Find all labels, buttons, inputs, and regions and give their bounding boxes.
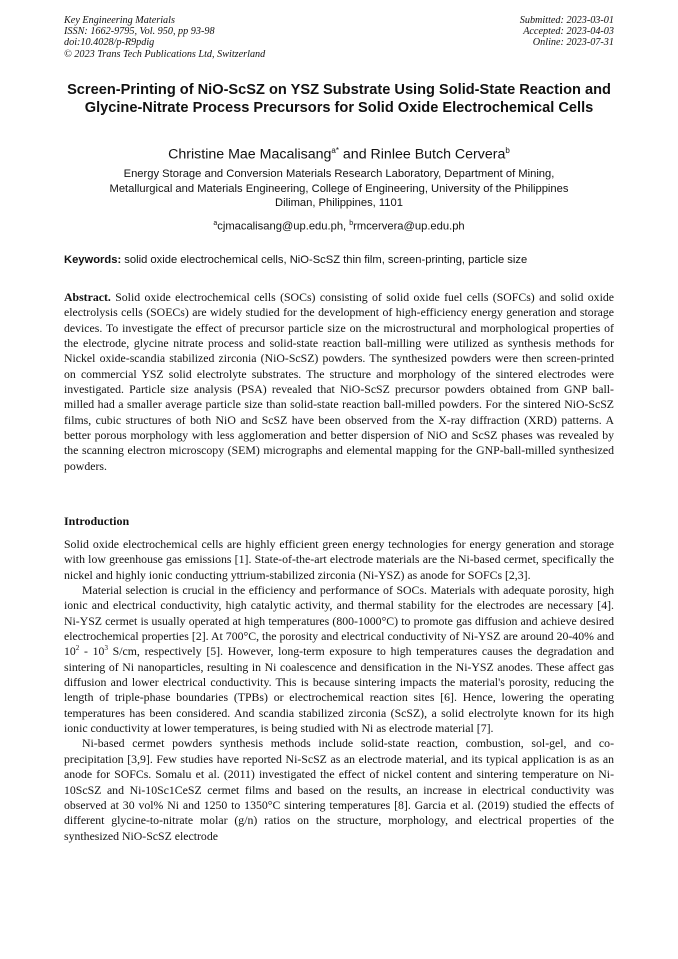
paragraph-text: - 10 — [79, 644, 105, 659]
keywords-label: Keywords: — [64, 254, 122, 266]
affiliation-line: Energy Storage and Conversion Materials Research Laboratory, Department of Mining, — [123, 168, 555, 180]
keywords — [64, 253, 614, 267]
email-link[interactable]: rmcervera@up.edu.ph — [353, 220, 465, 233]
submission-dates — [520, 15, 614, 49]
author-superscript: b — [505, 146, 510, 155]
paragraph: Ni-based cermet powders synthesis methods include solid-state reaction, combustion, sol-gel, and co-precipitation [3,9]. Few studies have reported Ni-ScSZ as an electrode material, and its typical application is as an anode for SOFCs. Somalu et al. (2011) investigated the effect of nickel content and sintering temperature on Ni-10ScSZ and Ni-10Sc1CeSZ cermet films and based on the results, an increase in electrical conductivity was observed at 30 vol% Ni and 1250 to 1350°C sintering temperatures [8]. Garcia et al. (2019) studied the effects of different glycine-to-nitrate molar (g/n) ratios on the structure, morphology, and electrical properties of the synthesized NiO-ScSZ electrode — [64, 736, 614, 843]
introduction-body — [64, 537, 614, 844]
journal-copyright: © 2023 Trans Tech Publications Ltd, Switzerland — [64, 48, 266, 60]
online-date: Online: 2023-07-31 — [532, 37, 614, 49]
affiliation — [64, 167, 614, 211]
author-name: Rinlee Butch Cervera — [370, 146, 506, 163]
journal-issn: ISSN: 1662-9795, Vol. 950, pp 93-98 — [64, 26, 215, 38]
journal-info — [64, 15, 265, 60]
keywords-text: solid oxide electrochemical cells, NiO-ScSZ thin film, screen-printing, particle size — [121, 254, 528, 266]
paper-title: Screen-Printing of NiO-ScSZ on YSZ Substrate Using Solid-State Reaction and Glycine-Nitrate Process Precursors for Solid Oxide Electrochemical Cells — [67, 82, 611, 116]
submitted-date: Submitted: 2023-03-01 — [519, 15, 614, 26]
abstract-label: Abstract. — [64, 290, 111, 304]
email-separator: , — [343, 220, 350, 233]
affiliation-line: Diliman, Philippines, 1101 — [275, 197, 403, 210]
accepted-date: Accepted: 2023-04-03 — [523, 26, 614, 38]
author-superscript: a* — [331, 146, 339, 155]
exponent: 3 — [104, 644, 108, 653]
email-superscript: a — [213, 220, 218, 227]
paragraph — [64, 583, 614, 736]
email-superscript: b — [349, 220, 354, 227]
section-heading: Introduction — [64, 514, 130, 528]
email-link[interactable]: cjmacalisang@up.edu.ph — [217, 220, 344, 233]
journal-doi: doi:10.4028/p-R9pdig — [64, 37, 155, 49]
paragraph-text: Material selection is crucial in the efficiency and performance of SOCs. Materials with adequate porosity, high ionic and electrical conductivity, high catalytic activity, and thermal stability for the electrodes are necessary [4]. Ni-YSZ cermet is usually operated at high temperatures (800-1000°C) to promote gas diffusion and achieve desired electrochemical properties [2]. At 700°C, the porosity and electrical conductivity of Ni-YSZ are around 20-40% and 10 — [64, 583, 614, 659]
author-connector: and — [338, 146, 371, 163]
paragraph-text: S/cm, respectively [5]. However, long-term exposure to high temperatures causes the degradation and sintering of Ni nanoparticles, resulting in Ni coalescence and densification in the Ni-YSZ anodes. These affect gas diffusion and lower electrical conductivity. This is because sintering impacts the material's porosity, reducing the length of triple-phase boundaries (TPBs) or electrochemical reaction sites [6]. Hence, lowering the operating temperatures has been considered. And scandia stabilized zirconia (ScSZ), a solid electrolyte known for its high ionic conductivity at lower temperatures, is being studied with Ni as electrode material [7]. — [64, 644, 615, 736]
paragraph: Solid oxide electrochemical cells are highly efficient green energy technologies for energy generation and storage with low greenhouse gas emissions [1]. State-of-the-art electrode materials are the Ni-based cermet, specifically the nickel and highly ionic conducting yttrium-stabilized zirconia (Ni-YSZ) as anode for SOFCs [2,3]. — [64, 537, 614, 582]
journal-name: Key Engineering Materials — [64, 15, 175, 26]
affiliation-line: Metallurgical and Materials Engineering, College of Engineering, University of the Philippines — [109, 182, 569, 195]
abstract-text: Solid oxide electrochemical cells (SOCs) consisting of solid oxide fuel cells (SOFCs) and solid oxide electrolysis cells (SOECs) are widely studied for the development of high-efficiency energy generation and storage devices. To investigate the effect of precursor particle size on the microstructural and morphological properties of the electrode, glycine nitrate process and solid-state reaction ball-milling were utilized as synthesis methods for Nickel oxide-scandia stabilized zirconia (NiO-ScSZ) powders. The synthesized powders were then screen-printed on commercial YSZ solid electrolyte substrates. The structure and morphology of the sintered electrodes were investigated. Particle size analysis (PSA) revealed that NiO-ScSZ precursor powders obtained from GNP ball-milled had a smaller average particle size than solid-state reaction ball-milled powders. For the sintered NiO-ScSZ films, cubic structures of both NiO and ScSZ have been observed from the X-ray diffraction (XRD) patterns. A better porous morphology with less agglomeration and better dispersion of NiO and ScSZ phases was revealed by the scanning electron microscopy (SEM) micrographs and elemental mapping for the GNP-ball-milled synthesized powders. — [64, 290, 614, 473]
abstract — [64, 290, 614, 474]
author-name: Christine Mae Macalisang — [168, 146, 332, 163]
author-list — [64, 142, 614, 164]
author-emails — [64, 217, 614, 234]
exponent: 2 — [75, 644, 80, 653]
